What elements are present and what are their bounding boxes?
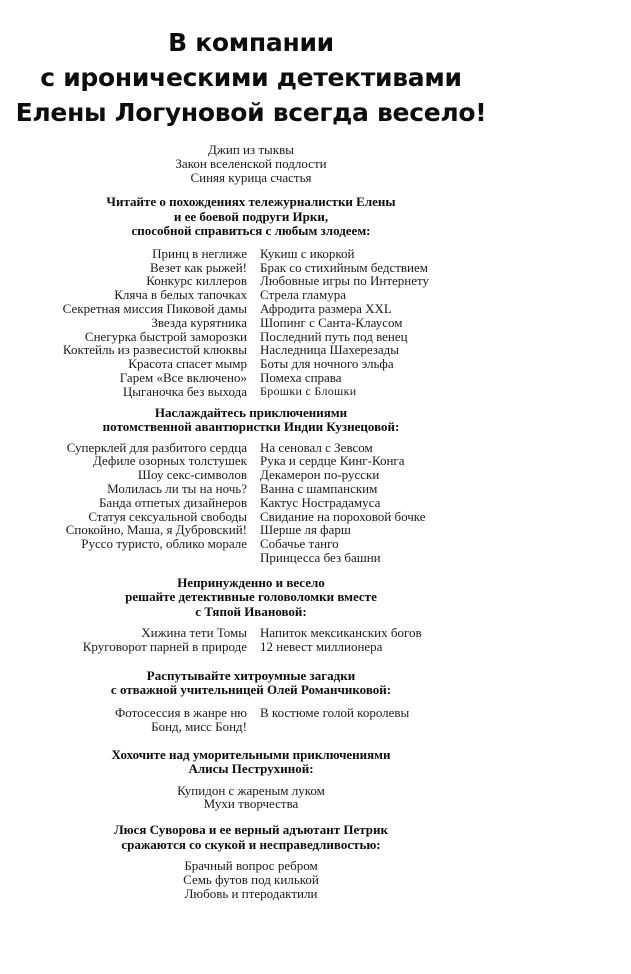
book-title-left: Гарем «Все включено» bbox=[119, 370, 247, 386]
book-title-left bbox=[0, 551, 247, 565]
book-row bbox=[0, 640, 502, 654]
section-heading-line: с отважной учительницей Олей Романчиковой: bbox=[110, 682, 392, 698]
book-title-right: Свидание на пороховой бочке bbox=[260, 508, 426, 524]
book-row bbox=[0, 468, 502, 482]
book-title-left: Хижина тети Томы bbox=[141, 625, 247, 641]
book-title-right: Боты для ночного эльфа bbox=[260, 356, 394, 372]
section-heading-india-kuznetsova bbox=[0, 406, 502, 435]
book-title: Джип из тыквы bbox=[208, 142, 294, 157]
book-row bbox=[0, 510, 502, 524]
book-title-right: Шопинг с Санта-Клаусом bbox=[260, 314, 403, 330]
book-title-left: Красота спасет мымр bbox=[128, 356, 247, 372]
section-heading-tyapa-ivanova bbox=[0, 576, 502, 620]
section-heading-line: Хохочите над уморительными приключениями bbox=[111, 746, 391, 762]
book-title-right: Кукиш с икоркой bbox=[260, 245, 355, 261]
book-title-right: Кактус Нострадамуса bbox=[260, 494, 381, 510]
promo-title-line: Елены Логуновой всегда весело! bbox=[15, 98, 487, 127]
book-title-left: Молилась ли ты на ночь? bbox=[107, 481, 247, 497]
book-row bbox=[0, 343, 502, 357]
book-row bbox=[0, 316, 502, 330]
promo-title-line: В компании bbox=[168, 28, 334, 57]
section-heading-elena-irka bbox=[0, 195, 502, 239]
book-row bbox=[0, 247, 502, 261]
intro-book-list bbox=[0, 143, 502, 184]
book-title-left: Конкурс киллеров bbox=[146, 273, 247, 289]
book-title-left: Фотосессия в жанре ню bbox=[115, 704, 247, 720]
section-heading-line: способной справиться с любым злодеем: bbox=[131, 223, 371, 239]
book-title-left: Снегурка быстрой заморозки bbox=[84, 328, 247, 344]
section-heading-line: с Тяпой Ивановой: bbox=[195, 603, 307, 619]
promo-title-line: с ироническими детективами bbox=[40, 63, 462, 92]
section-heading-line: Люся Суворова и ее верный адъютант Петрик bbox=[113, 822, 388, 838]
book-row bbox=[0, 274, 502, 288]
book-list-elena-irka bbox=[0, 247, 502, 399]
book-title-left: Цыганочка без выхода bbox=[122, 383, 247, 399]
book-list-lyusya-suvorova bbox=[0, 859, 502, 900]
book-row bbox=[0, 626, 502, 640]
section-heading-line: Читайте о похождениях тележурналистки Елены bbox=[106, 194, 396, 210]
book-title-left: Коктейль из развесистой клюквы bbox=[62, 342, 247, 358]
book-title: Брачный вопрос ребром bbox=[184, 858, 318, 874]
book-row bbox=[0, 523, 502, 537]
book-title-left: Круговорот парней в природе bbox=[82, 639, 247, 655]
book-row bbox=[0, 371, 502, 385]
book-title-right: В костюме голой королевы bbox=[260, 704, 410, 720]
book-row bbox=[0, 330, 502, 344]
book-title-left: Везет как рыжей! bbox=[150, 259, 247, 275]
book-title-left: Секретная миссия Пиковой дамы bbox=[62, 301, 247, 317]
book-row bbox=[0, 357, 502, 371]
book-title: Купидон с жареным луком bbox=[177, 782, 325, 798]
section-heading-lyusya-suvorova bbox=[0, 823, 502, 852]
book-title-right: Наследница Шахерезады bbox=[260, 342, 400, 358]
section-heading-line: и ее боевой подруги Ирки, bbox=[173, 208, 329, 224]
book-title-left: Принц в неглиже bbox=[152, 245, 247, 261]
book-list-alisa-pestrukhina bbox=[0, 784, 502, 812]
book-title-right: Шерше ля фарш bbox=[260, 522, 351, 538]
book-row bbox=[0, 261, 502, 275]
book-row bbox=[0, 482, 502, 496]
book-list-tyapa-ivanova bbox=[0, 626, 502, 654]
book-row bbox=[0, 496, 502, 510]
book-title-right: Брак со стихийным бедствием bbox=[260, 259, 429, 275]
book-row bbox=[0, 537, 502, 551]
promo-title bbox=[0, 25, 502, 130]
section-heading-line: решайте детективные головоломки вместе bbox=[125, 589, 377, 605]
section-heading-line: Непринужденно и весело bbox=[177, 574, 325, 590]
book-title-left: Звезда курятника bbox=[151, 314, 247, 330]
book-title-right: Напиток мексиканских богов bbox=[260, 625, 422, 641]
book-title-right: Любовные игры по Интернету bbox=[260, 273, 430, 289]
book-row bbox=[0, 288, 502, 302]
book-row bbox=[0, 441, 502, 455]
book-title-right: Последний путь под венец bbox=[260, 328, 408, 344]
book-row bbox=[0, 385, 502, 399]
book-title-left: Спокойно, Маша, я Дубровский! bbox=[65, 522, 247, 538]
book-title-right: Афродита размера XXL bbox=[260, 301, 392, 317]
book-row bbox=[0, 720, 502, 734]
book-title-left: Дефиле озорных толстушек bbox=[92, 453, 247, 469]
book-list-olya-romanchikova bbox=[0, 706, 502, 734]
book-title: Любовь и птеродактили bbox=[184, 885, 318, 901]
book-title-left: Бонд, мисс Бонд! bbox=[151, 718, 247, 734]
section-heading-alisa-pestrukhina bbox=[0, 748, 502, 777]
book-title-right: Стрела гламура bbox=[260, 287, 347, 303]
book-title-right bbox=[260, 720, 502, 734]
book-row bbox=[0, 302, 502, 316]
section-heading-line: Наслаждайтесь приключениями bbox=[154, 404, 348, 420]
book-row bbox=[0, 551, 502, 565]
book-row bbox=[0, 706, 502, 720]
book-title: Закон вселенской подлости bbox=[175, 155, 327, 171]
book-title-left: Шоу секс-символов bbox=[137, 467, 247, 483]
book-title-right: Собачье танго bbox=[260, 536, 339, 552]
book-title-left: Руссо туристо, облико морале bbox=[81, 536, 247, 552]
book-title-right: Брошки с Блошки bbox=[260, 383, 357, 398]
section-heading-line: Алисы Пеструхиной: bbox=[188, 761, 314, 777]
book-title-left: Суперклей для разбитого сердца bbox=[66, 439, 247, 455]
book-title-right: На сеновал с Зевсом bbox=[260, 439, 373, 455]
section-heading-line: Распутывайте хитроумные загадки bbox=[146, 667, 356, 683]
book-title-left: Кляча в белых тапочках bbox=[114, 287, 247, 303]
book-title-right: 12 невест миллионера bbox=[260, 639, 383, 655]
book-title: Мухи творчества bbox=[203, 796, 299, 812]
book-title-left: Банда отпетых дизайнеров bbox=[98, 494, 247, 510]
book-title: Синяя курица счастья bbox=[190, 169, 312, 185]
book-title-right: Ванна с шампанским bbox=[260, 481, 378, 497]
book-title-left: Статуя сексуальной свободы bbox=[88, 508, 247, 524]
book-title-right: Помеха справа bbox=[260, 370, 342, 386]
book-title-right: Декамерон по-русски bbox=[260, 467, 380, 483]
section-heading-olya-romanchikova bbox=[0, 669, 502, 698]
book-title-right: Принцесса без башни bbox=[260, 550, 381, 566]
book-list-india-kuznetsova bbox=[0, 441, 502, 565]
book-title-right: Рука и сердце Кинг-Конга bbox=[260, 453, 405, 469]
book-title: Семь футов под килькой bbox=[183, 871, 319, 887]
section-heading-line: потомственной авантюристки Индии Кузнецовой: bbox=[102, 419, 400, 435]
section-heading-line: сражаются со скукой и несправедливостью: bbox=[121, 836, 381, 852]
book-row bbox=[0, 454, 502, 468]
